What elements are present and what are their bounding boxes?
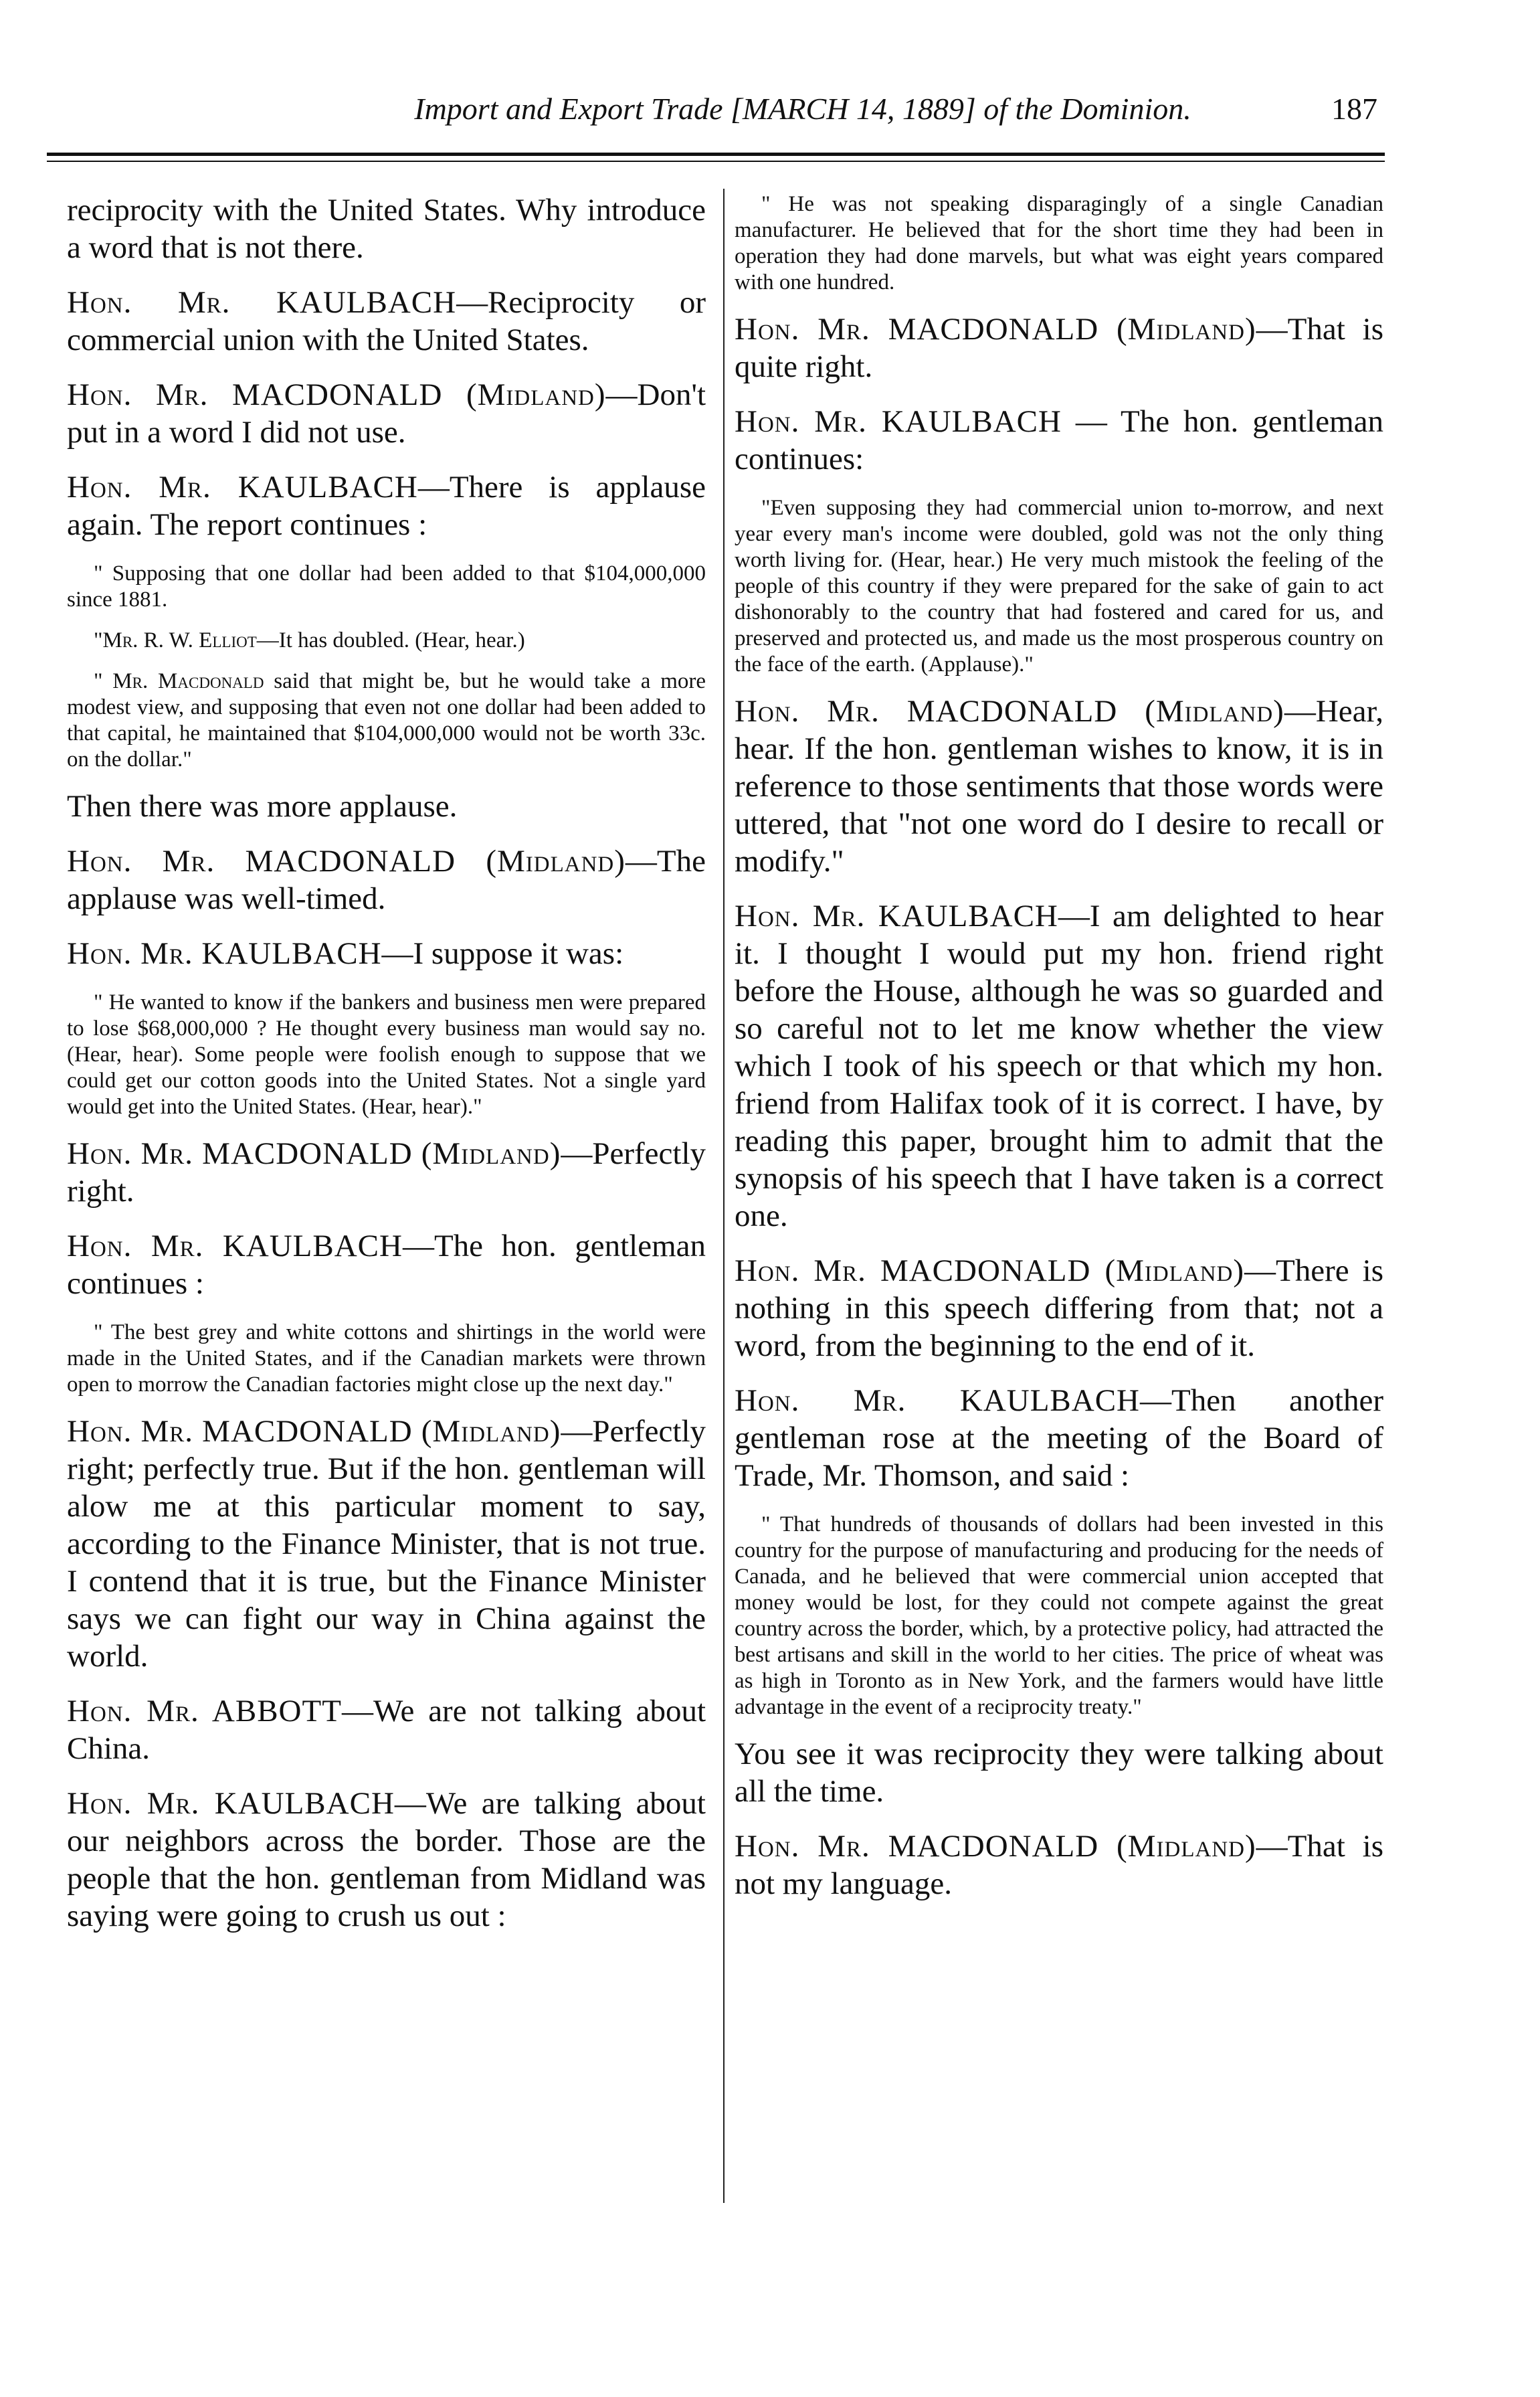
speech-paragraph xyxy=(735,1382,1383,1494)
paragraph-text: —Reciprocity or commercial union with the United States. xyxy=(67,285,706,357)
speaker-name: Hon. Mr. MACDONALD (Midland) xyxy=(735,1253,1245,1288)
speaker-name: Hon. Mr. KAULBACH xyxy=(67,1786,395,1821)
speaker-name: Hon. Mr. MACDONALD (Midland) xyxy=(735,312,1256,347)
paragraph-text: " Supposing that one dollar had been added to that $104,000,000 since 1881. xyxy=(67,561,706,612)
quoted-passage xyxy=(67,561,706,613)
paragraph-text: —We are talking about our neighbors across the border. Those are the people that the hon. gentleman from Midland was saying were going to crush us out : xyxy=(67,1786,706,1933)
speaker-name: Hon. Mr. MACDONALD (Midland) xyxy=(735,694,1284,729)
quoted-passage xyxy=(67,669,706,773)
paragraph-text: —I suppose it was: xyxy=(381,936,624,971)
speaker-name: Hon. Mr. MACDONALD (Midland) xyxy=(67,1414,561,1449)
paragraph-text: —The applause was well-timed. xyxy=(67,844,706,916)
speaker-name: "Mr. R. W. Elliot xyxy=(94,628,257,652)
speech-paragraph xyxy=(735,1252,1383,1364)
paragraph-text: "Even supposing they had commercial union to-morrow, and next year every man's income were doubled, gold was not the only thing worth living for. (Hear, hear.) He very much mistook the feeling of the people of this country if they were prepared for the sake of gain to act dishonorably to the country that had fostered and cared for us, and preserved and protected us, and made us the most prosperous country on the face of the earth. (Applause)." xyxy=(735,496,1383,677)
paragraph-text: —I am delighted to hear it. I thought I would put my hon. friend right before the House, although he was so guarded and so careful not to let me know whether the view which I took of his speech or that which my hon. friend from Halifax took of it is correct. I have, by reading this paper, brought him to admit that the synopsis of his speech that I have taken is a correct one. xyxy=(735,899,1383,1233)
speech-paragraph xyxy=(67,842,706,917)
speaker-name: Hon. Mr. MACDONALD (Midland) xyxy=(67,844,625,879)
running-head: Import and Export Trade [MARCH 14, 1889] of the Dominion. xyxy=(414,92,1191,126)
speech-paragraph xyxy=(67,468,706,543)
paragraph-text: —It has doubled. (Hear, hear.) xyxy=(256,628,525,652)
paragraph-text: —There is applause again. The report continues : xyxy=(67,470,706,542)
paragraph-text: —The hon. gentleman continues : xyxy=(67,1229,706,1301)
speaker-name: Hon. Mr. KAULBACH xyxy=(67,285,457,320)
speech-paragraph xyxy=(67,191,706,266)
speech-paragraph xyxy=(735,1828,1383,1902)
paragraph-text: —There is nothing in this speech differing from that; not a word, from the beginning to the end of it. xyxy=(735,1253,1383,1363)
speech-paragraph xyxy=(67,1413,706,1675)
speech-paragraph xyxy=(67,935,706,972)
speech-paragraph xyxy=(735,310,1383,385)
speech-paragraph xyxy=(735,897,1383,1235)
speaker-name: Hon. Mr. KAULBACH xyxy=(735,899,1058,934)
speaker-name: " Mr. Macdonald xyxy=(94,669,264,693)
speech-paragraph xyxy=(735,403,1383,478)
left-column xyxy=(67,191,706,1952)
paragraph-text: " That hundreds of thousands of dollars had been invested in this country for the purpose of manufacturing and producing for the needs of Canada, and he believed that were commercial union accepted that money would be lost, for they could not compete against the great country across the border, which, by a protective policy, had attracted the best artisans and skill in the world to her cities. The price of wheat was as high in Toronto as in New York, and the farmers would have little advantage in the event of a reciprocity treaty." xyxy=(735,1512,1383,1719)
right-column xyxy=(735,191,1383,1920)
speech-paragraph xyxy=(67,1135,706,1210)
paragraph-text: —That is quite right. xyxy=(735,312,1383,384)
speaker-name: Hon. Mr. MACDONALD (Midland) xyxy=(735,1829,1256,1864)
paragraph-text: — The hon. gentleman continues: xyxy=(735,404,1383,476)
speaker-name: Hon. Mr. KAULBACH xyxy=(735,1383,1140,1418)
paragraph-text: Then there was more applause. xyxy=(67,789,458,824)
paragraph-text: " He wanted to know if the bankers and business men were prepared to lose $68,000,000 ? He thought every business man would say no. (Hear, hear). Some people were foolish enough to suppose that we could get our cotton goods into the United States. Not a single yard would get into the United States. (Hear, hear)." xyxy=(67,990,706,1119)
quoted-passage xyxy=(67,628,706,654)
quoted-passage xyxy=(67,1320,706,1398)
speaker-name: Hon. Mr. KAULBACH xyxy=(67,1229,403,1263)
speech-paragraph xyxy=(67,1227,706,1302)
header-rule-thick xyxy=(47,153,1385,156)
paragraph-text: " He was not speaking disparagingly of a single Canadian manufacturer. He believed that for the short time they had been in operation they had done marvels, but what was eight years compared with one hundred. xyxy=(735,192,1383,294)
paragraph-text: —Don't put in a word I did not use. xyxy=(67,377,706,450)
column-divider xyxy=(723,189,725,2203)
speech-paragraph xyxy=(67,284,706,359)
paragraph-text: " The best grey and white cottons and shirtings in the world were made in the United States, and if the Canadian markets were thrown open to morrow the Canadian factories might close up the next day." xyxy=(67,1320,706,1397)
paragraph-text: reciprocity with the United States. Why introduce a word that is not there. xyxy=(67,193,706,265)
paragraph-text: —Hear, hear. If the hon. gentleman wishes to know, it is in reference to those sentiments that those words were uttered, that "not one word do I desire to recall or modify." xyxy=(735,694,1383,879)
quoted-passage xyxy=(735,495,1383,678)
speech-paragraph xyxy=(735,1735,1383,1810)
speech-paragraph xyxy=(67,376,706,451)
paragraph-text: —Perfectly right. xyxy=(67,1136,706,1209)
speech-paragraph xyxy=(67,1692,706,1767)
paragraph-text: —That is not my language. xyxy=(735,1829,1383,1901)
speech-paragraph xyxy=(67,1785,706,1935)
speaker-name: Hon. Mr. KAULBACH xyxy=(67,936,382,971)
page-number: 187 xyxy=(1331,92,1377,126)
paragraph-text: said that might be, but he would take a more modest view, and supposing that even not one dollar had been added to that capital, he maintained that $104,000,000 would not be worth 33c. on the dollar." xyxy=(67,669,706,772)
quoted-passage xyxy=(67,990,706,1120)
speaker-name: Hon. Mr. KAULBACH xyxy=(735,404,1062,439)
header-rule-thin xyxy=(47,161,1385,162)
speaker-name: Hon. Mr. KAULBACH xyxy=(67,470,418,505)
paragraph-text: You see it was reciprocity they were talking about all the time. xyxy=(735,1737,1383,1809)
speaker-name: Hon. Mr. MACDONALD (Midland) xyxy=(67,1136,561,1171)
speaker-name: Hon. Mr. ABBOTT xyxy=(67,1694,342,1728)
paragraph-text: —Perfectly right; perfectly true. But if the hon. gentleman will alow me at this particular moment to say, according to the Finance Minister, that is not true. I contend that it is true, but the Finance Minister says we can fight our way in China against the world. xyxy=(67,1414,706,1674)
paragraph-text: —We are not talking about China. xyxy=(67,1694,706,1766)
speaker-name: Hon. Mr. MACDONALD (Midland) xyxy=(67,377,606,412)
speech-paragraph xyxy=(735,693,1383,880)
quoted-passage xyxy=(735,1512,1383,1720)
quoted-passage xyxy=(735,191,1383,296)
paragraph-text: —Then another gentleman rose at the meeting of the Board of Trade, Mr. Thomson, and said : xyxy=(735,1383,1383,1493)
speech-paragraph xyxy=(67,788,706,825)
